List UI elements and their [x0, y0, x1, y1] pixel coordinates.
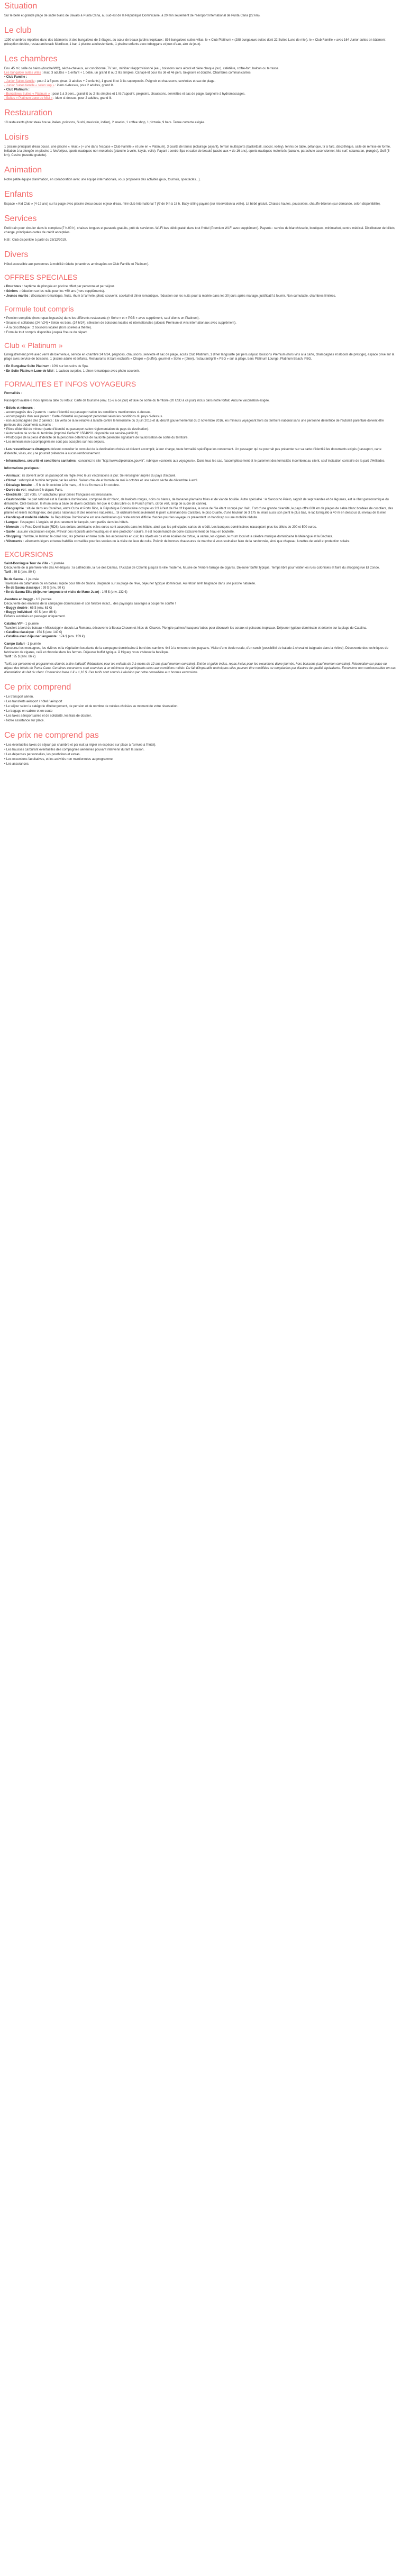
bungalow-suites-link[interactable]: Les bungalow suites villas — [4, 71, 41, 75]
services-nb: N.B : Club disponible à partir du 28/12/2019. — [4, 239, 67, 242]
excursion-heading-suffix: - 1/2 journée — [33, 598, 52, 601]
utile-text: : l'espagnol. L'anglais, et plus rarement le français, sont parlés dans les hôtels. — [17, 521, 129, 524]
bebes-label: • Bébés et mineurs — [4, 407, 33, 410]
mineur-line: • Les mineurs non-accompagnés ne sont pas acceptés sur nos séjours. — [4, 441, 105, 444]
junior-suites-salon-text: : idem ci-dessus, pour 2 adultes, grand lit. — [54, 84, 114, 87]
utile-item — [4, 483, 396, 488]
platinum-text: Enregistrement privé avec verre de bienvenue, service en chambre 24 h/24, peignoirs, chaussons, serviette et sac de plage, accès Club Platinum, 1 dîner langouste par pers./séjour, boissons Premium (hors vins à la carte, champagnes et alcools de prestige), espace privé sur la plage avec service de boissons, 1 piscine adulte et enfants. Restaurants et bars exclusifs « Chopin » (buffet), gourmet « Soho » (dîner), restaurant/grill « PBG » sur la plage, bars Platinum Lounge, Platinum Beach, PBG. — [4, 353, 395, 361]
offre-label: • Jeunes mariés — [4, 295, 29, 298]
situation-text: Sur le belle et grande plage de sable blanc de Bavaro à Punta Cana, au sud-est de la République Dominicaine, à 20 min seulement de l'aéroport International de Punta Cana (22 km). — [4, 14, 261, 17]
excursion-price-text: : 174 $ (env. 159 €) — [56, 635, 85, 638]
situation-title: Situation — [4, 2, 38, 11]
mineur-line: • Pièce d'identité du mineur (carte d'identité ou passeport selon réglementation du pays de destination). — [4, 428, 150, 431]
excursion-heading — [4, 642, 396, 659]
animation-title: Animation — [4, 166, 42, 175]
excursion-block — [4, 642, 396, 659]
formule-item: • À la discothèque : 2 boissons locales (hors soirées à thème). — [4, 326, 92, 329]
compris-item: • Notre assistance sur place. — [4, 719, 45, 722]
offre-label: • Séniors — [4, 290, 18, 293]
utile-label: • Langue — [4, 521, 18, 524]
utile-label: • Santé — [4, 530, 15, 534]
compris-item: • Le transport aérien. — [4, 695, 34, 699]
utile-item — [4, 498, 396, 506]
formule-list — [4, 316, 396, 335]
excursion-text: Parcourez les montagnes, les rivières et la végétation luxuriante de la campagne dominicaine à bord des camions 4x4 à la rencontre des paysans. Visite d'une école rurale, d'un ranch (possibilité de balade à cheval et baignade dans la rivière). Découverte des techniques de fabrication de cigares, café et chocolat dans les fermes. Déjeuner buffet typique. À Higuey, vous visiterez la basilique. — [4, 647, 388, 654]
divers-section — [4, 250, 396, 267]
utile-text: : 110 volts. Un adaptateur pour prises françaises est nécessaire. — [21, 493, 113, 497]
excursion-text: Traversée en catamaran ou en bateau rapide pour l'île de Saona. Baignade sur sa plage de rêve, déjeuner typique dominicain. Au retour arrêt baignade dans une piscine naturelle. — [4, 582, 256, 585]
excursion-price-text: : 65 $ (env. 61 €) — [27, 607, 52, 610]
excursion-price-text: : 90 $ (env. 86 €) — [32, 611, 57, 614]
formule-section — [4, 305, 396, 335]
platinum-title: Club « Platinum » — [4, 341, 63, 350]
platinum-item-text: : 10% sur les soins du Spa. — [49, 365, 89, 368]
formalites-section — [4, 380, 396, 544]
utile-text: : le Peso Dominicain (RDS). Les dollars américains et les euros sont acceptés dans les hôtels, ainsi que les principales cartes de crédit. Les banques dominicaines n'acceptent plus les billets de 200 et 500 euros. — [19, 526, 317, 529]
utile-label: • Animaux — [4, 474, 20, 478]
bungalow-suites-text: : max. 3 adultes + 1 enfant + 1 bébé, un grand lit ou 2 lits simples. Canapé-lit pour les 3è et 4è pers. beignoire et douche. Chambres communicantes — [41, 71, 251, 75]
animation-text: Notre petite équipe d'animation, en collaboration avec une équipe internationale, vous proposera des activités (jeux, tournois, spectacles...). — [4, 178, 201, 181]
offre-item — [4, 289, 396, 294]
mineur-line: • Autorisation de sortie du territoire (imprimé Cerfa N° 15646*01 disponible sur service-public.fr) — [4, 432, 139, 435]
utile-label: • Monnaie — [4, 526, 20, 529]
excursion-text: Découverte des environs de la campagne dominicaine et son folklore intact... des paysages sauvages à couper le souffle ! — [4, 602, 176, 606]
non-compris-item: • Les assurances. — [4, 763, 30, 766]
ressortissants-text: doivent consulter le consulat de la destination choisie et doivent accomplir, à leur charge, toute formalité spécifique les concernant. Un passager qui ne pourrait pas présenter sur sa carte d'identité les documents exigés (passeport, carte d'identité, visas, etc.) ne pourrait prétendre à aucun remboursement. — [4, 448, 381, 455]
formalites-ressortissants — [4, 447, 396, 456]
excursions-section — [4, 550, 396, 675]
rooms-intro — [4, 67, 396, 100]
utile-label: • Géographie — [4, 507, 24, 510]
excursion-price-label: Tarif — [4, 655, 11, 658]
offre-text: : baptême de plongée en piscine offert par personne et par séjour. — [21, 285, 115, 288]
junior-suites-famille-text: : pour 2 à 5 pers. (max. 3 adultes + 2 enfants), 1 grand lit et 3 lits superposés. Peignoir et chaussons, serviettes et sac de plage. — [34, 80, 216, 83]
excursion-price-text: : 154 $ (env. 140 €) — [34, 631, 62, 634]
formule-item: • Snacks et collations (24 h/24) • Selon les bars, (24 h/24), sélection de boissons locales et internationales (alcools Premium et vins internationaux avec supplément). — [4, 322, 236, 325]
junior-suites-salon-link[interactable]: - Junior Suites famille « salon sup » — [4, 84, 54, 87]
formule-item: • Formule tout compris disponible jusqu'à l'heure du départ. — [4, 331, 88, 334]
loisirs-title: Loisirs — [4, 133, 29, 142]
utile-label: • Climat — [4, 479, 16, 482]
utile-item — [4, 535, 396, 539]
compris-item: • Le bagage en cabine et en soute — [4, 710, 53, 713]
excursion-text: Transfert à bord du bateau « Mississippi » depuis La Romana, découverte à Bouca Chavon et Altos de Chavon. Plongée palmes/masques/ tubas pour découvrir les coraux et poissons tropicaux. Déjeuner typique dominicain et détente sur la plage de Catalina. — [4, 627, 367, 630]
compris-section — [4, 682, 396, 723]
excursion-price-label: Tarif — [4, 571, 11, 574]
club-famille-label: • Club Famille : — [4, 76, 28, 79]
offre-label: • Pour tous — [4, 285, 21, 288]
utile-label: • Shopping — [4, 535, 21, 538]
utile-label: • Décalage horaire — [4, 484, 32, 487]
bungalows-platinum-link[interactable]: - Bungalows Suites « Platinum » — [4, 93, 50, 96]
excursions-title: EXCURSIONS — [4, 550, 53, 558]
enfants-text: Espace « Kid Club » (4-12 ans) sur la plage avec piscine d'eau douce et jeux d'eau, mini-club International 7 j/7 de 9 h à 18 h. Baby-sitting payant (sur réservation la veille). Lit bébé gratuit. Chaises hautes, poussettes, chauffe-biberon (sur demande, selon disponibilité). — [4, 203, 381, 206]
utile-label: • Vêtements — [4, 540, 23, 543]
platinum-list — [4, 364, 396, 373]
platinum-item — [4, 364, 396, 369]
utile-item — [4, 479, 396, 483]
utile-item — [4, 507, 396, 515]
utile-item — [4, 525, 396, 529]
excursion-price-text: : 99 $ (env. 90 €) — [40, 586, 65, 590]
excursion-price-label: • Buggy individuel — [4, 611, 32, 614]
formalites-subtitle-text: Formalités : — [4, 392, 23, 395]
utile-label: • Electricité — [4, 493, 22, 497]
enfants-title: Enfants — [4, 190, 33, 199]
excursion-heading-text: Île de Saona — [4, 578, 23, 581]
offre-item — [4, 285, 396, 289]
services-section — [4, 214, 396, 242]
junior-suites-famille-link[interactable]: - Junior Suites famille — [4, 80, 35, 83]
club-platinum-label: • Club Platinum : — [4, 88, 30, 91]
restauration-section — [4, 108, 396, 125]
utile-text: : la République Dominicaine est une destination qui reste encore difficile d'accès pour les voyageurs présentant un handicap ou une mobilité réduite. — [49, 516, 258, 519]
club-title: Le club — [4, 26, 32, 35]
rooms-section — [4, 54, 396, 100]
excursion-price-label: • Catalina classique — [4, 631, 34, 634]
utiles-title-text: Informations pratiques : — [4, 467, 41, 470]
utile-text: : aucune vaccination exigée. Prévoir des répulsifs anti-moustiques et une protection solaire. Il est recommandé de boire exclusivement de l'eau en bouteille. — [15, 530, 235, 534]
excursion-price-label: • Île de Saona Elite (déjeuner langouste et visite de Mano Juan) — [4, 591, 99, 594]
non-compris-item: • Les éventuelles taxes de séjour par chambre et par nuit (à régler en espèces sur place à l'arrivée à l'hôtel). — [4, 744, 157, 747]
situation-section — [4, 1, 396, 18]
utile-text: : environ 9 h depuis Paris. — [25, 489, 63, 492]
utile-label: • Handicap et mobilité réduite — [4, 516, 49, 519]
formule-item: • Pension complète (hors repas logeasés) dans les différents restaurants (« Soho » et « PGB » avec supplément, sauf clients en Platinum). — [4, 317, 200, 320]
club-text: 1290 chambres réparties dans des bâtiments et des bungalows de 3 étages, au cœur de beaux jardins tropicaux : 836 bungalows suites villas, le « Club Platinum » (288 bungalows suites dont 22 Suites Lune de miel), le « Club Famille » avec 164 Junior suites en bâtiment (réception dédiée, restaurant/snack Mordisco, 1 bar, 1 piscine adultes/enfants, 1 piscine enfants avec toboggans et jeux d'eau, aire de jeux). — [4, 39, 386, 46]
utile-text: : le plat national est la Bandera dominicana, composé de riz blanc, de haricots rouges, noirs ou blancs, de bananes plantains frites et de viande bouillie. Autre spécialité : le Sancocho Prieto, ragoût de sept viandes et de légumes, est le ribat gastronomique du dimanche. Côté boisson, le rhum sera la base de divers cocktails, tel que le Cuba Libre ou le Punch (rhum, citron vert, sirop de sucre de canne). — [4, 498, 389, 506]
excursion-heading-suffix: - 1 journée — [23, 578, 39, 581]
utile-item — [4, 520, 396, 525]
excursion-heading — [4, 577, 396, 594]
loisirs-section — [4, 132, 396, 158]
non-compris-item: • Les dépenses personnelles, les pourboires et extras. — [4, 753, 81, 756]
divers-text: Hôtel accessible aux personnes à mobilité réduite (chambres aménagées en Club Famille et Platinum). — [4, 263, 149, 266]
offre-item — [4, 294, 396, 298]
formalites-info — [4, 459, 396, 463]
compris-item: • Les transferts aéroport / hôtel / aéroport — [4, 700, 62, 703]
restauration-text: 10 restaurants (dont steak house, italien, poissons, Sushi, mexicain, indien), 2 snacks, 1 coffee shop, 1 pizzeria, 9 bars. Tenue correcte exigée. — [4, 121, 205, 124]
utile-text: : l'ambre, le larimar, le corail noir, les poteries en terre cuite, les accessoires en cuir, les objets en os et en écailles de tortue, la vanne, les cigares, le rhum local et la célèbre musique dominicaine le Mérengué et la Bachata. — [21, 535, 333, 538]
excursion-price-label: • Buggy double — [4, 607, 28, 610]
excursion-heading — [4, 562, 396, 574]
excursion-price-label: • Île de Saona classique — [4, 586, 40, 590]
divers-title: Divers — [4, 250, 29, 259]
ressortissants-label: • Les ressortissants étrangers — [4, 448, 50, 451]
bebes-line: - non accompagnés des 2 parents : En vertu de la loi relative à la lutte contre le terrorisme du 3 juin 2016 et du décret gouvernemental du 2 novembre 2016, les mineurs voyageant hors du territoire national sans une personne détentrice de l'autorité parentale doivent être porteurs des documents suivants : — [4, 419, 384, 427]
excursion-price-text: : 89 $ (env. 80 €) — [11, 571, 36, 574]
lune-de-miel-link[interactable]: - Suites « Platinum Lune de Miel » — [4, 97, 53, 100]
utile-text: : ils doivent avoir un passeport en règle avec leurs vaccinations à jour. Se renseigner auprès du pays d'accueil. — [19, 474, 176, 478]
excursion-heading-text: Saint-Domingue Tour de Ville — [4, 562, 49, 565]
utile-item — [4, 539, 396, 544]
lune-de-miel-text: : idem ci-dessus, pour 2 adultes, grand lit. — [52, 97, 113, 100]
non-compris-item: • Les hausses carburant éventuelles des compagnies aériennes pouvant intervenir durant la saison. — [4, 748, 144, 751]
formalites-subtitle — [4, 391, 396, 396]
utile-text: : située dans les Caraïbes, entre Cuba et Porto Rico, la République Dominicaine occupe les 2/3 à l'est de l'île d'Hispaniola, le reste de l'île étant occupé par Haïti. Fort d'une grande diversité, le pays offre 600 km de plages de sable blanc bordées de cocotiers, des plaines et reliefs montagneux, des parcs nationaux et des réserves naturelles... Si ordinairement seulement le point culminant des Caraïbes, le pico Duarte, d'une hauteur de 3 175 m, mais aussi son point le plus bas, le lac Enriquillo à 40 m en dessous du niveau de la mer. — [4, 507, 394, 515]
animation-section — [4, 165, 396, 182]
utile-label: • Gastronomie — [4, 498, 26, 501]
excursion-price-text: : 95 $ (env. 86 €) — [11, 655, 36, 658]
enfants-section — [4, 189, 396, 206]
excursion-block — [4, 598, 396, 619]
utile-label: • Durée du vol — [4, 489, 26, 492]
services-title: Services — [4, 214, 37, 223]
formalites-passport: Passeport valable 6 mois après la date du retour. Carte de tourisme (env. 15 € à ce jour) et taxe de sortie du territoire (20 USD à ce jour) inclus dans notre forfait. Aucune vaccination exigée. — [4, 399, 270, 402]
rooms-title: Les chambres — [4, 54, 58, 63]
utile-text: : - 5 h de fin octobre à fin mars, - 6 h de fin mars à fin octobre. — [32, 484, 120, 487]
utile-item — [4, 474, 396, 478]
bebes-text: : — [32, 407, 35, 410]
info-text: : consultez le site "http://www.diplomatie.gouv.fr", rubrique «conseils aux voyageurs». Dans tous les cas, l'accomplissement et le paiement des formalités incombent au client, sauf indication contraire de la part d'Héliades. — [76, 460, 386, 463]
utile-text: : subtropical humide tempéré par les alizés. Saison chaude et humide de mai à octobre et une saison sèche de décembre à avril. — [16, 479, 198, 482]
bungalows-platinum-text: : pour 1 à 3 pers., grand lit ou 2 lits simples et 1 lit d'appoint, peignoirs, chaussons, serviettes et sac de plage, baignoire à hydromassages. — [50, 93, 245, 96]
platinum-item-text: : 1 cadeau surprise, 1 dîner romantique avec photo souvenir. — [53, 370, 140, 373]
excursion-block — [4, 622, 396, 639]
excursion-price-text: : 145 $ (env. 132 €) — [99, 591, 127, 594]
excursion-text: Découverte de la première ville des Amériques : la cathédrale, la rue des Damas, l'Alcazar de Colomb jusqu'à la ville moderne, Musée de l'Ambre farrage de cigares. Déjeuner buffet typique. Temps libre pour visiter les rues coloniales et faire du shopping rue El Conde. — [4, 566, 380, 570]
excursion-heading — [4, 598, 396, 619]
bebes-line: - accompagnés d'un seul parent : Carte d'identité ou passeport personnel selon les conditions du pays ci-dessus. — [4, 415, 163, 418]
formule-title: Formule tout compris — [4, 305, 74, 313]
services-text: Petit train pour circuler dans le complexe(7 h-00 h), chaises longues et parasols gratuits, prêt de serviettes. Wi-Fi bas débit gratuit dans tout l'hôtel (Premium Wi-Fi avec supplément). Payants : service de blanchisserie, boutiques, minimarket, centre médical. Distributeur de billets, change, principales cartes de crédit acceptées. — [4, 227, 396, 234]
formalites-bebes — [4, 406, 396, 444]
non-compris-list — [4, 743, 396, 766]
mineur-line: • Photocopie de la pièce d'identité de la personne détentrice de l'autorité parentale signataire de l'autorisation de sortie du territoire. — [4, 436, 189, 439]
excursion-block — [4, 562, 396, 574]
compris-title: Ce prix comprend — [4, 683, 71, 692]
club-section — [4, 25, 396, 47]
compris-item: • Le séjour selon la catégorie d'hébergement, de pension et de nombre de nuitées choisies au moment de votre réservation. — [4, 705, 179, 708]
compris-list — [4, 695, 396, 723]
non-compris-item: • Les excursions facultatives, et les activités non mentionnées au programme. — [4, 758, 114, 761]
excursion-heading-text: Catalina VIP — [4, 622, 23, 626]
excursion-heading-text: Aventure en buggy — [4, 598, 33, 601]
info-label: • Informations, sécurité et conditions sanitaires — [4, 460, 76, 463]
non-compris-section — [4, 730, 396, 766]
offre-text: : réduction sur les nuits pour les +60 ans (hors suppléments). — [17, 290, 105, 293]
excursion-heading-suffix: - 1 journée — [24, 643, 41, 646]
rooms-intro-text: Env. 45 m², salle de bains (douche/WC), sèche-cheveux, air conditionné, TV sat., minibar réapprovisionné (eau, boissons sans alcool et bière chaque jour), cafetière, coffre-fort, balcon ou terrasse. — [4, 67, 279, 70]
excursions-note: Tarifs par personne et programmes donnés à titre indicatif. Réductions pour les enfants de 2 à moins de 12 ans (sauf mention contraire). Entrée et guide inclus, repas inclus pour les excursions d'une journée, hors boissons (sauf mention contraire). Réservation sur place ou départ des hôtels de Punta Cana. Certaines excursions sont soumises à un minimum de participants et/ou aux conditions météo. Du fait d'impératifs techniques elles peuvent être modifiées ou remplacées par d'autres de qualité équivalente. Excursions non remboursables en cas d'annulation du fait du client. Conversion base 1 € = 1,10 $. Ces tarifs sont soumis à révision par notre conseillère aux bonnes excursions. — [4, 663, 396, 674]
compris-item: • Les taxes aéroportuaires et de solidarité, les frais de dossier. — [4, 714, 92, 718]
formalites-title: FORMALITES ET INFOS VOYAGEURS — [4, 380, 136, 388]
non-compris-title: Ce prix ne comprend pas — [4, 731, 99, 740]
utile-item — [4, 488, 396, 492]
platinum-section — [4, 341, 396, 373]
platinum-item — [4, 369, 396, 373]
excursion-heading-suffix: - 1 journée — [22, 622, 39, 626]
utile-item — [4, 530, 396, 534]
excursion-block — [4, 577, 396, 594]
hotel-description — [0, 0, 401, 773]
excursion-heading-suffix: - 1 journée — [48, 562, 65, 565]
utile-item — [4, 516, 396, 520]
excursion-note: Enfants autorisés en passager uniquement. — [4, 615, 66, 618]
offres-section — [4, 273, 396, 298]
loisirs-text: 1 piscine principale d'eau douce, une piscine « relax » (+ une dans l'espace « Club Famille » et une en « Platinum), 3 courts de tennis (éclairage payant), terrain multisports (basketball, soccer, volley), tennis de table, pétanque, tir à l'arc, discothèque, salle de remise en forme, initiation à la plongée en piscine 1 fois/séjour, sports nautiques non motorisés (planche à voile, kayak, voile). Payant : centre Spa et salon de beauté (accès aux + de 16 ans), sports nautiques motorisés (banane, parachute ascensionnel, kite surf, catamaran, plongée), Golf (5 km), Casino (navette gratuite). — [4, 145, 391, 157]
utiles-list — [4, 474, 396, 544]
platinum-item-label: • En Suite Platinum Lune de Miel — [4, 370, 53, 373]
excursion-price-label: • Catalina avec déjeuner langouste — [4, 635, 57, 638]
offres-title: OFFRES SPECIALES — [4, 273, 78, 281]
excursion-heading-text: Campo Safari — [4, 643, 25, 646]
platinum-item-label: • En Bungalow Suite Platinum — [4, 365, 50, 368]
bebes-line: - accompagnés des 2 parents : carte d'identité ou passeport selon les conditions mentionnées ci-dessus. — [4, 411, 151, 414]
restauration-title: Restauration — [4, 108, 52, 117]
excursion-heading — [4, 622, 396, 639]
offre-text: : décoration romantique, fruits, rhum à l'arrivée, photo souvenir, cocktail et dîner romantique, réduction sur les nuits pour la mariée dans les 30 jours après mariage, justificatif à fournir. Non cumulable, chambres limitées. — [28, 295, 336, 298]
utile-text: : vêtements légers et tenue habillée conseillée pour les soirées ou la visite de lieux de culte. Prévoir de bonnes chaussures de marche si vous souhaitez faire de la randonnée, ainsi que chapeau, lunettes de soleil et protection solaire. — [22, 540, 351, 543]
utiles-title — [4, 466, 396, 471]
utile-item — [4, 493, 396, 497]
offres-list — [4, 285, 396, 298]
